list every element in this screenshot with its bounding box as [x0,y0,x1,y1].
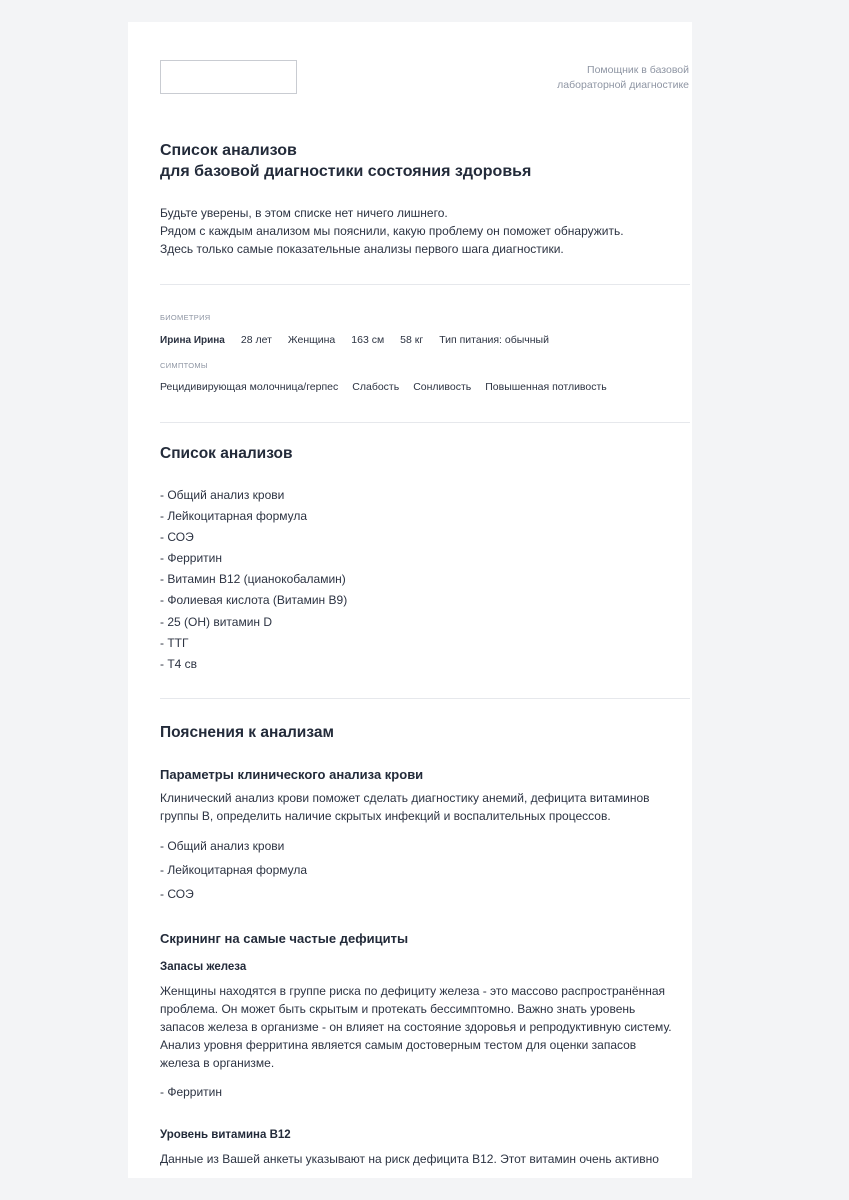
tagline-line: Помощник в базовой [587,64,689,76]
list-item: - Ферритин [160,1085,223,1099]
divider [160,422,690,423]
header-tagline [489,63,689,93]
divider [160,698,690,699]
list-item: - Ферритин [160,551,223,566]
b12-text [160,1150,690,1168]
list-item: - СОЭ [160,887,194,901]
logo-placeholder [160,60,297,94]
blood-list [160,834,690,906]
symptoms-label: СИМПТОМЫ [160,361,208,370]
intro-text [160,204,690,258]
b12-heading: Уровень витамина B12 [160,1129,291,1141]
paragraph-line: группы B, определить наличие скрытых инфекций и воспалительных процессов. [160,809,611,823]
intro-line: Рядом с каждым анализом мы пояснили, какую проблему он поможет обнаружить. [160,224,624,238]
page-title [160,140,690,182]
list-item: - СОЭ [160,530,194,545]
tests-heading: Список анализов [160,445,293,462]
page-title-line: Список анализов [160,142,297,159]
symptoms-row [160,381,690,393]
biometry-row [160,334,690,346]
list-item: - Лейкоцитарная формула [160,863,308,877]
list-item: - Витамин B12 (цианокобаламин) [160,572,346,587]
patient-name: Ирина Ирина [160,335,225,346]
symptom-item: Рецидивирующая молочница/герпес [160,381,339,393]
symptom-item: Повышенная потливость [485,381,607,393]
patient-weight: 58 кг [400,334,424,346]
list-item: - Фолиевая кислота (Витамин B9) [160,593,348,608]
paragraph-line: железа в организме. [160,1056,275,1070]
paragraph-line: запасов железа в организме - он влияет на состояние здоровья и репродуктивную систему. [160,1020,672,1034]
list-item: - Лейкоцитарная формула [160,509,308,524]
paragraph-line: Женщины находятся в группе риска по дефициту железа - это массово распространённая [160,984,666,998]
page-title-line: для базовой диагностики состояния здоровья [160,163,532,180]
tests-list [160,485,690,675]
list-item: - ТТГ [160,635,189,650]
patient-age: 28 лет [240,334,272,346]
patient-sex: Женщина [287,334,336,346]
iron-heading: Запасы железа [160,961,247,973]
list-item: - 25 (OH) витамин D [160,614,273,629]
paragraph-line: Анализ уровня ферритина является самым достоверным тестом для оценки запасов [160,1038,637,1052]
list-item: - Общий анализ крови [160,488,285,502]
intro-line: Здесь только самые показательные анализы первого шага диагностики. [160,242,564,256]
intro-line: Будьте уверены, в этом списке нет ничего лишнего. [160,206,448,220]
paragraph-line: Клинический анализ крови поможет сделать диагностику анемий, дефицита витаминов [160,791,650,805]
symptom-item: Сонливость [413,381,472,393]
patient-height: 163 см [351,334,385,346]
explanations-heading: Пояснения к анализам [160,724,334,741]
blood-text [160,789,690,825]
list-item: - Т4 св [160,656,198,671]
iron-text [160,982,690,1072]
divider [160,284,690,285]
tagline-line: лабораторной диагностике [557,79,689,91]
screening-heading: Скрининг на самые частые дефициты [160,931,409,946]
list-item: - Общий анализ крови [160,839,285,853]
iron-list [160,1080,690,1104]
biometry-label: БИОМЕТРИЯ [160,313,211,322]
symptom-item: Слабость [352,381,400,393]
paragraph-line: Данные из Вашей анкеты указывают на риск дефицита B12. Этот витамин очень активно [160,1152,659,1166]
document-page [128,22,692,1178]
patient-diet: Тип питания: обычный [439,334,549,346]
blood-heading: Параметры клинического анализа крови [160,767,424,782]
paragraph-line: проблема. Он может быть скрытым и протекать бессимптомно. Важно знать уровень [160,1002,636,1016]
